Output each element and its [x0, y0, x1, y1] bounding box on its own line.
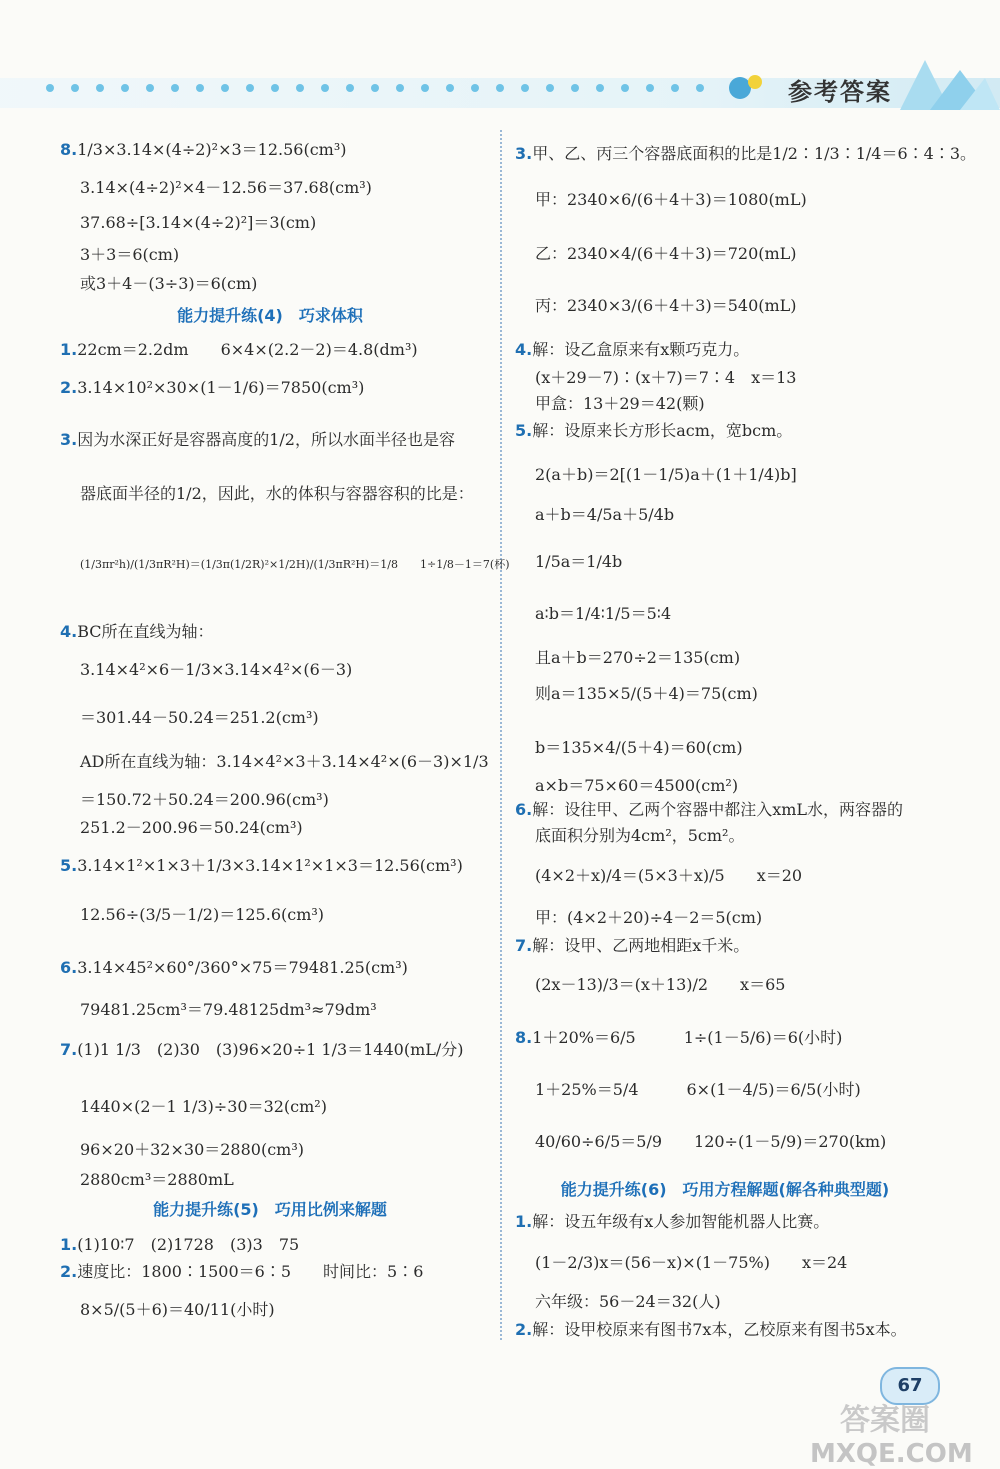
answer-text: 251.2－200.96＝50.24(cm³): [80, 818, 303, 837]
answer-text: a×b＝75×60＝4500(cm²): [535, 776, 739, 795]
answer-line: [80, 213, 316, 233]
page-number: 67: [880, 1367, 940, 1405]
answer-line: [60, 1235, 299, 1255]
answer-line: [80, 1140, 304, 1160]
watermark-bottom: MXQE.COM: [810, 1439, 973, 1469]
answer-line: [515, 1028, 842, 1048]
answer-text: 1/5a＝1/4b: [535, 552, 623, 571]
answer-line: [80, 708, 319, 728]
answer-line: [515, 1212, 829, 1232]
answer-line: [80, 178, 372, 198]
answer-text: a＋b＝4/5a＋5/4b: [535, 505, 675, 524]
answer-text: (1－2/3)x＝(56－x)×(1－75%) x＝24: [535, 1253, 848, 1272]
answer-text: ＝301.44－50.24＝251.2(cm³): [80, 708, 319, 727]
answer-line: [80, 1097, 327, 1117]
answer-text: 甲盒：13＋29＝42(颗): [535, 394, 705, 413]
answer-text: 1/3×3.14×(4÷2)²×3＝12.56(cm³): [77, 140, 347, 159]
answer-line: [80, 752, 489, 772]
answer-line: [60, 958, 408, 978]
answer-line: [515, 340, 749, 360]
answer-line: [60, 856, 463, 876]
answer-text: 解：设原来长方形长acm，宽bcm。: [532, 421, 793, 440]
section-heading: [515, 1180, 935, 1200]
question-number: 1.: [515, 1212, 533, 1231]
answer-text: 3＋3＝6(cm): [80, 245, 180, 264]
answer-text: 37.68÷[3.14×(4÷2)²]＝3(cm): [80, 213, 317, 232]
answer-line: [535, 866, 802, 886]
answer-line: [535, 244, 797, 264]
watermark-top: 答案圈: [840, 1403, 930, 1438]
answer-line: [80, 905, 324, 925]
answer-line: [535, 394, 705, 414]
section-title: 能力提升练(4) 巧求体积: [177, 306, 363, 325]
answer-text: 3.14×1²×1×3＋1/3×3.14×1²×1×3＝12.56(cm³): [77, 856, 463, 875]
answer-line: [60, 378, 364, 398]
answer-line: [60, 1262, 423, 1282]
answer-line: [80, 555, 510, 575]
section-heading: [60, 1200, 480, 1220]
answer-line: [535, 296, 797, 316]
answer-line: [535, 604, 671, 624]
answer-line: [515, 936, 749, 956]
question-number: 6.: [515, 800, 533, 819]
answer-text: AD所在直线为轴：3.14×4²×3＋3.14×4²×(6－3)×1/3: [80, 752, 489, 771]
answer-text: 3.14×10²×30×(1－1/6)＝7850(cm³): [77, 378, 365, 397]
answer-line: [80, 1000, 377, 1020]
answer-line: [535, 1292, 721, 1312]
answer-line: [515, 1320, 907, 1340]
answer-line: [535, 368, 796, 388]
answer-text: 1＋25%＝5/4 6×(1－4/5)＝6/5(小时): [535, 1080, 861, 1099]
question-number: 7.: [515, 936, 533, 955]
answer-text: (4×2＋x)/4＝(5×3＋x)/5 x＝20: [535, 866, 803, 885]
answer-text: 解：设乙盒原来有x颗巧克力。: [532, 340, 750, 359]
answer-line: [60, 1040, 464, 1060]
watermark: [810, 1395, 973, 1469]
question-number: 2.: [60, 378, 78, 397]
answer-text: 甲：(4×2＋20)÷4－2＝5(cm): [535, 908, 763, 927]
answer-line: [535, 684, 758, 704]
section-title: 能力提升练(5) 巧用比例来解题: [153, 1200, 387, 1219]
answer-line: [535, 975, 785, 995]
answer-text: 2880cm³＝2880mL: [80, 1170, 234, 1189]
answer-text: (1)10∶7 (2)1728 (3)3 75: [77, 1235, 300, 1254]
question-number: 8.: [515, 1028, 533, 1047]
answer-text: 底面积分别为4cm²，5cm²。: [535, 826, 745, 845]
question-number: 2.: [515, 1320, 533, 1339]
answer-text: a∶b＝1/4∶1/5＝5∶4: [535, 604, 672, 623]
answer-text: 甲：2340×6/(6＋4＋3)＝1080(mL): [535, 190, 807, 209]
answer-line: [535, 648, 740, 668]
answer-line: [60, 140, 347, 160]
question-number: 1.: [60, 340, 78, 359]
answer-text: 丙：2340×3/(6＋4＋3)＝540(mL): [535, 296, 797, 315]
answer-line: [80, 484, 474, 504]
section-title: 能力提升练(6) 巧用方程解题(解各种典型题): [560, 1180, 890, 1199]
answer-text: 甲、乙、丙三个容器底面积的比是1/2∶1/3∶1/4＝6∶4∶3。: [532, 144, 977, 163]
answer-line: [535, 505, 674, 525]
answer-text: 96×20＋32×30＝2880(cm³): [80, 1140, 305, 1159]
answer-line: [535, 190, 807, 210]
answer-line: [515, 144, 976, 164]
answer-text: 1＋20%＝6/5 1÷(1－5/6)＝6(小时): [532, 1028, 843, 1047]
answer-text: 且a＋b＝270÷2＝135(cm): [535, 648, 741, 667]
question-number: 5.: [60, 856, 78, 875]
answer-text: BC所在直线为轴：: [77, 622, 214, 641]
answer-text: ＝150.72＋50.24＝200.96(cm³): [80, 790, 329, 809]
answer-line: [80, 818, 303, 838]
answer-text: 22cm＝2.2dm 6×4×(2.2－2)＝4.8(dm³): [77, 340, 418, 359]
answer-line: [60, 622, 214, 642]
answer-line: [535, 1080, 861, 1100]
answer-line: [535, 776, 738, 796]
answer-text: 8×5/(5＋6)＝40/11(小时): [80, 1300, 275, 1319]
answer-text: 解：设甲校原来有图书7x本，乙校原来有图书5x本。: [532, 1320, 907, 1339]
answer-text: 3.14×4²×6－1/3×3.14×4²×(6－3): [80, 660, 353, 679]
answer-line: [80, 1170, 234, 1190]
header-title: 参考答案: [788, 78, 892, 106]
answer-text: (1)1 1/3 (2)30 (3)96×20÷1 1/3＝1440(mL/分): [77, 1040, 464, 1059]
answer-line: [80, 790, 329, 810]
question-number: 1.: [60, 1235, 78, 1254]
answer-line: [80, 274, 257, 294]
question-number: 3.: [515, 144, 533, 163]
answer-text: 乙：2340×4/(6＋4＋3)＝720(mL): [535, 244, 797, 263]
answer-line: [535, 552, 622, 572]
answer-line: [60, 340, 418, 360]
answer-text: 解：设五年级有x人参加智能机器人比赛。: [532, 1212, 830, 1231]
column-divider: [500, 130, 502, 1340]
answer-line: [515, 421, 792, 441]
question-number: 5.: [515, 421, 533, 440]
answer-text: 因为水深正好是容器高度的1/2，所以水面半径也是容: [77, 430, 455, 449]
answer-text: 速度比：1800∶1500＝6∶5 时间比：5∶6: [77, 1262, 424, 1281]
answer-text: 1440×(2－1 1/3)÷30＝32(cm²): [80, 1097, 327, 1116]
answer-text: (2x－13)/3＝(x＋13)/2 x＝65: [535, 975, 786, 994]
answer-line: [535, 908, 762, 928]
answer-text: 12.56÷(3/5－1/2)＝125.6(cm³): [80, 905, 325, 924]
question-number: 8.: [60, 140, 78, 159]
answer-line: [535, 1253, 847, 1273]
answer-text: 六年级：56－24＝32(人): [535, 1292, 721, 1311]
answer-text: 2(a＋b)＝2[(1－1/5)a＋(1＋1/4)b]: [535, 465, 797, 484]
question-number: 6.: [60, 958, 78, 977]
answer-line: [535, 826, 744, 846]
question-number: 3.: [60, 430, 78, 449]
answer-text: 器底面半径的1/2，因此，水的体积与容器容积的比是：: [80, 484, 474, 503]
answer-line: [80, 660, 352, 680]
answer-line: [80, 1300, 275, 1320]
question-number: 4.: [60, 622, 78, 641]
answer-text: (x＋29－7)∶(x＋7)＝7∶4 x＝13: [535, 368, 797, 387]
answer-text: 解：设甲、乙两地相距x千米。: [532, 936, 750, 955]
answer-text: (1/3πr²h)/(1/3πR²H)＝(1/3π(1/2R)²×1/2H)/(1/3πR²H)＝1/8 1÷1/8－1＝7(杯): [80, 558, 510, 571]
answer-text: 3.14×(4÷2)²×4－12.56＝37.68(cm³): [80, 178, 372, 197]
answer-text: 或3＋4－(3÷3)＝6(cm): [80, 274, 258, 293]
answer-line: [535, 465, 797, 485]
answer-line: [535, 738, 743, 758]
answer-text: 40/60÷6/5＝5/9 120÷(1－5/9)＝270(km): [535, 1132, 887, 1151]
question-number: 7.: [60, 1040, 78, 1059]
question-number: 4.: [515, 340, 533, 359]
answer-line: [535, 1132, 886, 1152]
answer-line: [515, 800, 903, 820]
answer-text: 则a＝135×5/(5＋4)＝75(cm): [535, 684, 758, 703]
answer-text: b＝135×4/(5＋4)＝60(cm): [535, 738, 743, 757]
answer-text: 3.14×45²×60°/360°×75＝79481.25(cm³): [77, 958, 408, 977]
section-heading: [60, 306, 480, 326]
answer-text: 解：设往甲、乙两个容器中都注入xmL水，两容器的: [532, 800, 904, 819]
question-number: 2.: [60, 1262, 78, 1281]
answer-line: [60, 430, 455, 450]
answer-line: [80, 245, 179, 265]
answer-text: 79481.25cm³＝79.48125dm³≈79dm³: [80, 1000, 377, 1019]
